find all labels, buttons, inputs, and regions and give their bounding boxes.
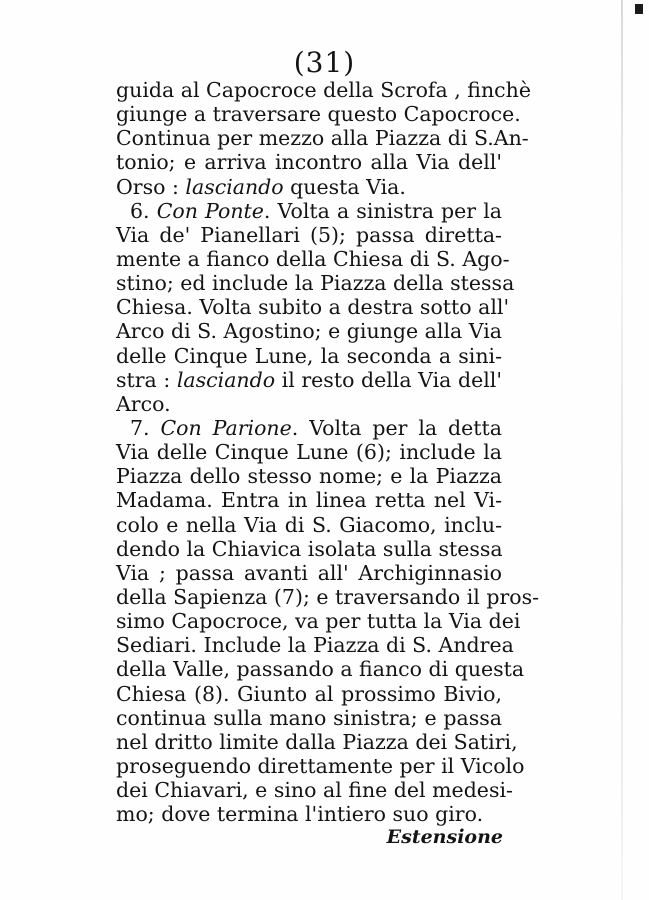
page-number: (31) [293,46,356,79]
body-text [116,78,540,827]
text-line: Madama. Entra in linea retta nel Vi- [116,488,502,513]
text-line: Continua per mezzo alla Piazza di S.An- [116,126,529,151]
text-line: dendo la Chiavica isolata sulla stessa [116,536,503,561]
section-number: 7. [130,415,161,440]
text-line: nel dritto limite dalla Piazza dei Satiri, [116,729,518,754]
text-line: Chiesa (8). Giunto al prossimo Bivio, [116,681,502,706]
text-line: dei Chiavari, e sino al fine del medesi- [116,778,513,803]
text-line: Arco. [116,391,171,416]
text-line: mente a fianco della Chiesa di S. Ago- [116,246,510,271]
line-text: stra : [116,367,177,392]
section-heading-line [116,416,502,440]
text-line: proseguendo direttamente per il Vicolo [116,753,525,778]
italic-word: lasciando [176,367,276,392]
text-line: giunge a traversare questo Capocroce. [116,102,521,127]
text-line: guida al Capocroce della Scrofa , finchè [116,78,531,102]
text-line: della Valle, passando a fianco di questa [116,657,525,682]
section-number: 6. [130,198,157,223]
section-heading-line [116,199,502,223]
text-line: Via delle Cinque Lune (6); include la [116,440,502,465]
italic-word: lasciando [185,174,284,199]
line-text: il resto della Via dell' [275,367,502,392]
text-line: Sediari. Include la Piazza di S. Andrea [116,633,514,658]
text-line: Piazza dello stesso nome; e la Piazza [116,464,502,489]
text-line [116,175,502,199]
text-line: mo; dove termina l'intiero suo giro. [116,802,484,827]
text-line: colo e nella Via di S. Giacomo, inclu- [116,512,502,537]
text-line [116,368,502,392]
line-text: questa Via. [283,174,406,199]
section-title: Con Parione [160,415,292,440]
text-line: simo Capocroce, va per tutta la Via dei [116,609,521,634]
text-line: della Sapienza (7); e traversando il pros- [116,584,540,609]
text-line: Arco di S. Agostino; e giunge alla Via [116,319,502,344]
text-line: Chiesa. Volta subito a destra sotto all' [116,295,510,320]
text-line: stino; ed include la Piazza della stessa [116,271,515,296]
text-line: Via ; passa avanti all' Archiginnasio [116,560,502,585]
line-text: . Volta per la detta [291,415,503,440]
page-edge-shadow [621,0,623,900]
text-line: tonio; e arriva incontro alla Via dell' [116,150,502,175]
text-line: continua sulla mano sinistra; e passa [116,705,502,730]
corner-mark [635,4,643,14]
catchword: Estensione [386,826,503,848]
line-text: Orso : [116,174,186,199]
section-title: Con Ponte [156,198,264,223]
line-text: . Volta a sinistra per la [263,198,502,223]
text-line: delle Cinque Lune, la seconda a sini- [116,343,502,368]
text-line: Via de' Pianellari (5); passa diretta- [116,222,502,247]
